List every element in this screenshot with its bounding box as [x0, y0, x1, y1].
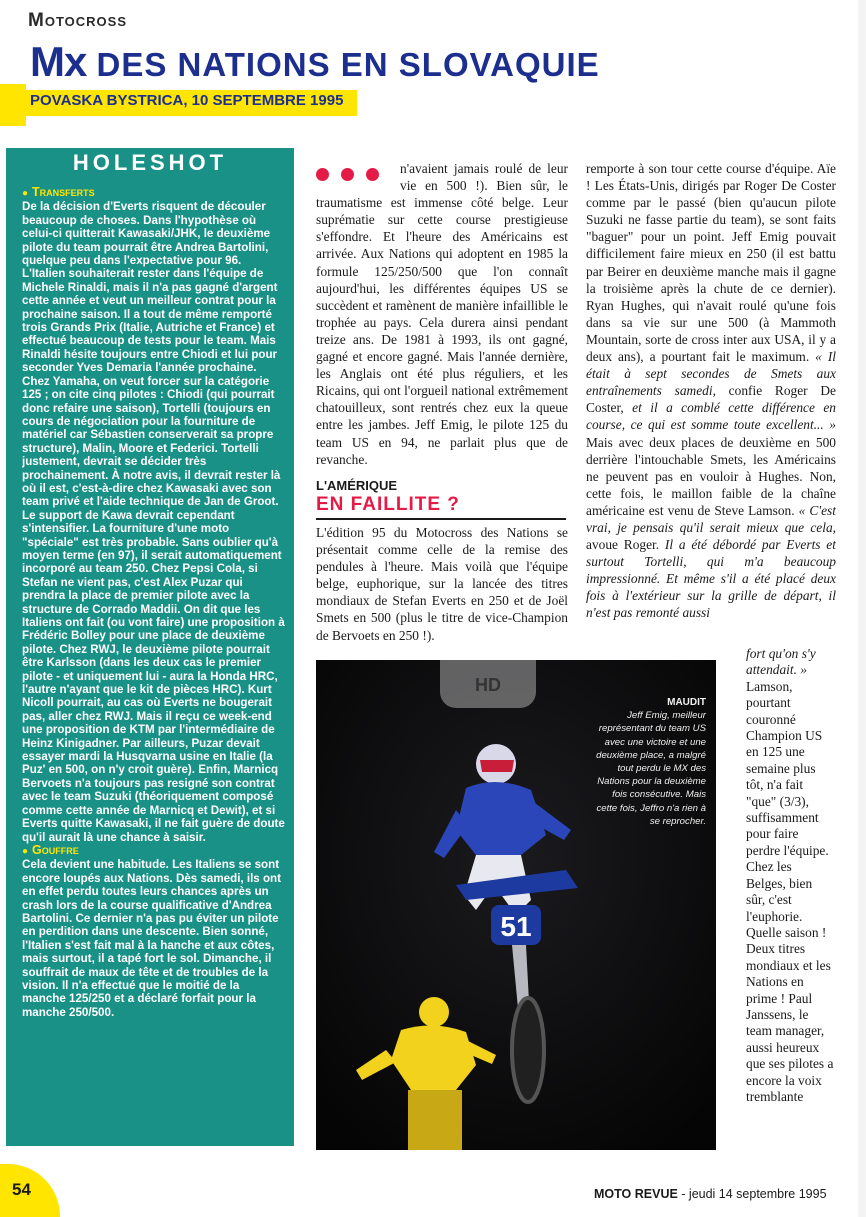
- col3-quote-4: Il a été débordé par Everts et surtout Tortelli, qui m'a beaucoup impressionné. Et même s'il a été placé deux fois à l'extérieur sur la grille de départ, il n'est pas remonté aussi: [586, 537, 836, 621]
- holeshot-text-transferts: De la décision d'Everts risquent de découler beaucoup de choses. Dans l'hypothèse où celui-ci quitterait Kawasaki/JHK, le deuxième pilote du team pourrait être Andrea Bartolini, quelque peu dans l'expectative pour 96. L'Italien souhaiterait rester dans l'équipe de Michele Rinaldi, mais il n'a pas gagné d'argent cette année et veut un meilleur contrat pour la prochaine saison. Il a tout de même remporté trois Grands Prix (Italie, Autriche et France) et effectué beaucoup de tests pour le team. Mais Rinaldi hésite toujours entre Chiodi et lui pour seconder Yves Demaria l'année prochaine. Chez Yamaha, on veut forcer sur la catégorie 125 ; on cite cinq pilotes : Chiodi (qui pourrait donc refaire une saison), Tortelli (toujours en cours de négociation pour la fourniture de matériel car Sébastien conserverait sa propre structure), Malin, Moore et Federici. Tortelli justement, devrait se décider très prochainement. À notre avis, il devrait rester là où il est, c'est-à-dire chez Kawasaki avec son team privé et l'aide technique de Jan de Groot. Le support de Kawa devrait cependant s'intensifier. La fourniture d'une moto "spéciale" est très probable. Sans oublier qu'à moyen terme (en 97), il serait automatiquement incorporé au team 250. Chez Pepsi Cola, si Stefan ne vient pas, c'est Alex Puzar qui prendra la place de premier pilote avec la structure de Corrado Maddii. On dit que les Italiens ont fait (ou vont faire) une proposition à Frédéric Bolley pour une place de deuxième pilote. Chez RWJ, le deuxième pilote pourrait être Karlsson (dans les deux cas le premier pilote - et uniquement lui - aura la Honda HRC, l'autre n'ayant que le kit de pièces HRC). Kurt Nicoll pourrait, au cas où Everts ne bougerait pas, aller chez RWJ. Mais il reçu ce week-end une proposition de KTM par l'intermédiaire de Heinz Kinigadner. Par ailleurs, Puzar devait essayer mardi la Husqvarna usine en Italie (la Puz' en 500, on n'y croit guère). Enfin, Marnicq Bervoets n'a toujours pas resigné son contrat avec le team Suzuki (théoriquement composé comme cette année de Marnicq et Dewit), et si Everts quitte Kawasaki, il ne fait guère de doute qu'il aurait là une chance à saisir.: [22, 200, 285, 844]
- col3-text-4: avoue Roger.: [586, 537, 665, 553]
- section-label: L'AMÉRIQUE: [316, 478, 398, 493]
- watermark: HD: [440, 630, 536, 708]
- col3-text-1: remporte à son tour cette course d'équipe. Aïe ! Les États-Unis, dirigés par Roger De Coster comme par le passé (bien qu'aucun pilote Suzuki ne fasse partie du team), se sont faits "baguer" pour un point. Jeff Emig pouvait difficilement faire mieux en 250 (il est battu par Beirer en deuxième manche mais il gagne la troisième après la chute de ce dernier). Ryan Hughes, qui n'avait roulé qu'une fois dans sa vie sur une 500 (à Mammoth Mountain, sorte de cross inter aux USA, il y a deux ans), a pourtant fait le maximum.: [586, 161, 836, 365]
- holeshot-subhead-gouffre: ● Gouffre: [22, 844, 286, 858]
- holeshot-text-gouffre: Cela devient une habitude. Les Italiens se sont encore loupés aux Nations. Dès samedi, ils ont en effet perdu toutes leurs chances après un crash lors de la course qualificative d'Andrea Bartolini. Ce dernier n'a pas pu éviter un pilote en perdition dans une descente. Bien sonné, l'Italien s'est fait mal à la hanche et aux côtes, mais surtout, il a tapé fort le sol. Dimanche, il souffrait de maux de tête et de troubles de la vision. Il n'a effectué que le moitié de la manche 125/250 et a déclaré forfait pour la manche 250/500.: [22, 858, 282, 1019]
- page-edge: [858, 0, 866, 1217]
- article-column-2-top: [316, 160, 568, 478]
- headline-rest: DES NATIONS EN SLOVAQUIE: [86, 46, 600, 83]
- dateline: POVASKA BYSTRICA, 10 SEPTEMBRE 1995: [26, 90, 357, 116]
- page-number: 54: [12, 1180, 31, 1199]
- col3-text-3: Mais avec deux places de deuxième en 500 derrière l'intouchable Smets, les Américains ne peuvent pas en vouloir à Hughes. Non, cette fois, le maillon faible de la chaîne américaine est venu de Steve Lamson.: [586, 434, 836, 518]
- bike-number: 51: [500, 911, 532, 942]
- section-rule: [316, 518, 566, 520]
- holeshot-subhead-transferts: ● Transferts: [22, 186, 286, 200]
- magazine-name: MOTO REVUE: [594, 1187, 678, 1201]
- col3-quote-1: « Il était à sept secondes de Smets aux entraînements samedi,: [586, 349, 836, 399]
- yellow-corner-accent: [0, 84, 26, 126]
- col3-quote-2: et il a comblé cette différence en course, ce qui est somme toute excellent... »: [586, 400, 836, 433]
- rubric: Motocross: [28, 10, 127, 31]
- article-column-3-narrow: [746, 646, 834, 1156]
- photo-caption: [590, 696, 706, 828]
- col3-narrow-text: Lamson, pourtant couronné Champion US en 125 une semaine plus tôt, n'a fait "que" (3/3), suffisamment pour faire perdre l'équipe. Chez les Belges, bien sûr, c'est l'euphorie. Quelle saison ! Deux titres mondiaux et les Nations en prime ! Paul Janssens, le team manager, aussi heureux que ses pilotes a encore la voix tremblante: [746, 678, 834, 1104]
- issue-date: - jeudi 14 septembre 1995: [677, 1187, 827, 1201]
- article-text-col2-bottom: L'édition 95 du Motocross des Nations se présentait comme celle de la remise des pendules à l'heure. Mais voilà que l'équipe belge, euphorique, sur la lancée des titres mondiaux de Stefan Everts en 250 et de Joël Smets en 500 (plus le titre de vice-Champion de Bervoets en 250 !).: [316, 525, 568, 643]
- article-column-3: [586, 160, 836, 644]
- front-wheel: [512, 998, 544, 1102]
- col3-quote-3: « C'est vrai, je pensais qu'il serait mieux que cela,: [586, 502, 836, 535]
- second-rider-helmet: [419, 997, 449, 1027]
- red-dots-ornament: [316, 160, 400, 194]
- caption-title: MAUDIT: [667, 697, 706, 708]
- caption-text: Jeff Emig, meilleur représentant du team US avec une victoire et une deuxième place, a malgré tout perdu le MX des Nations pour la deuxième fois consécutive. Mais cette fois, Jeffro n'a rien à se reprocher.: [596, 710, 706, 827]
- col3-narrow-quote: fort qu'on s'y attendait. »: [746, 646, 816, 678]
- holeshot-title: HOLESHOT: [72, 150, 228, 175]
- article-text-col2-top: n'avaient jamais roulé de leur vie en 500 !). Bien sûr, le traumatisme est immense côté belge. Leur suprématie sur cette course prestigieuse s'effondre. Et l'heure des Américains est arrivée. Aux Nations qui adoptent en 1985 la formule 125/250/500 que l'on connaît aujourd'hui, les différentes équipes US se succèdent et ramènent de manière infaillible le trophée au pays. Cela durera ainsi pendant treize ans. De 1981 à 1993, ils ont gagné, gagné et encore gagné. Mais l'année dernière, les Anglais ont été plus réguliers, et les Ricains, qui ont l'orgueil national extrêmement chatouilleux, sont rentrés chez eux la queue entre les jambes. Jeff Emig, le pilote 125 du team US en 94, ne parlait plus que de revanche.: [316, 161, 568, 467]
- col3-text-2: confie Roger De Coster,: [586, 383, 836, 416]
- headline-mx: Mx: [30, 38, 87, 85]
- section-title: EN FAILLITE ?: [316, 494, 460, 515]
- headline: [30, 38, 600, 86]
- holeshot-body: [22, 186, 286, 1141]
- footer-credit: [594, 1187, 827, 1201]
